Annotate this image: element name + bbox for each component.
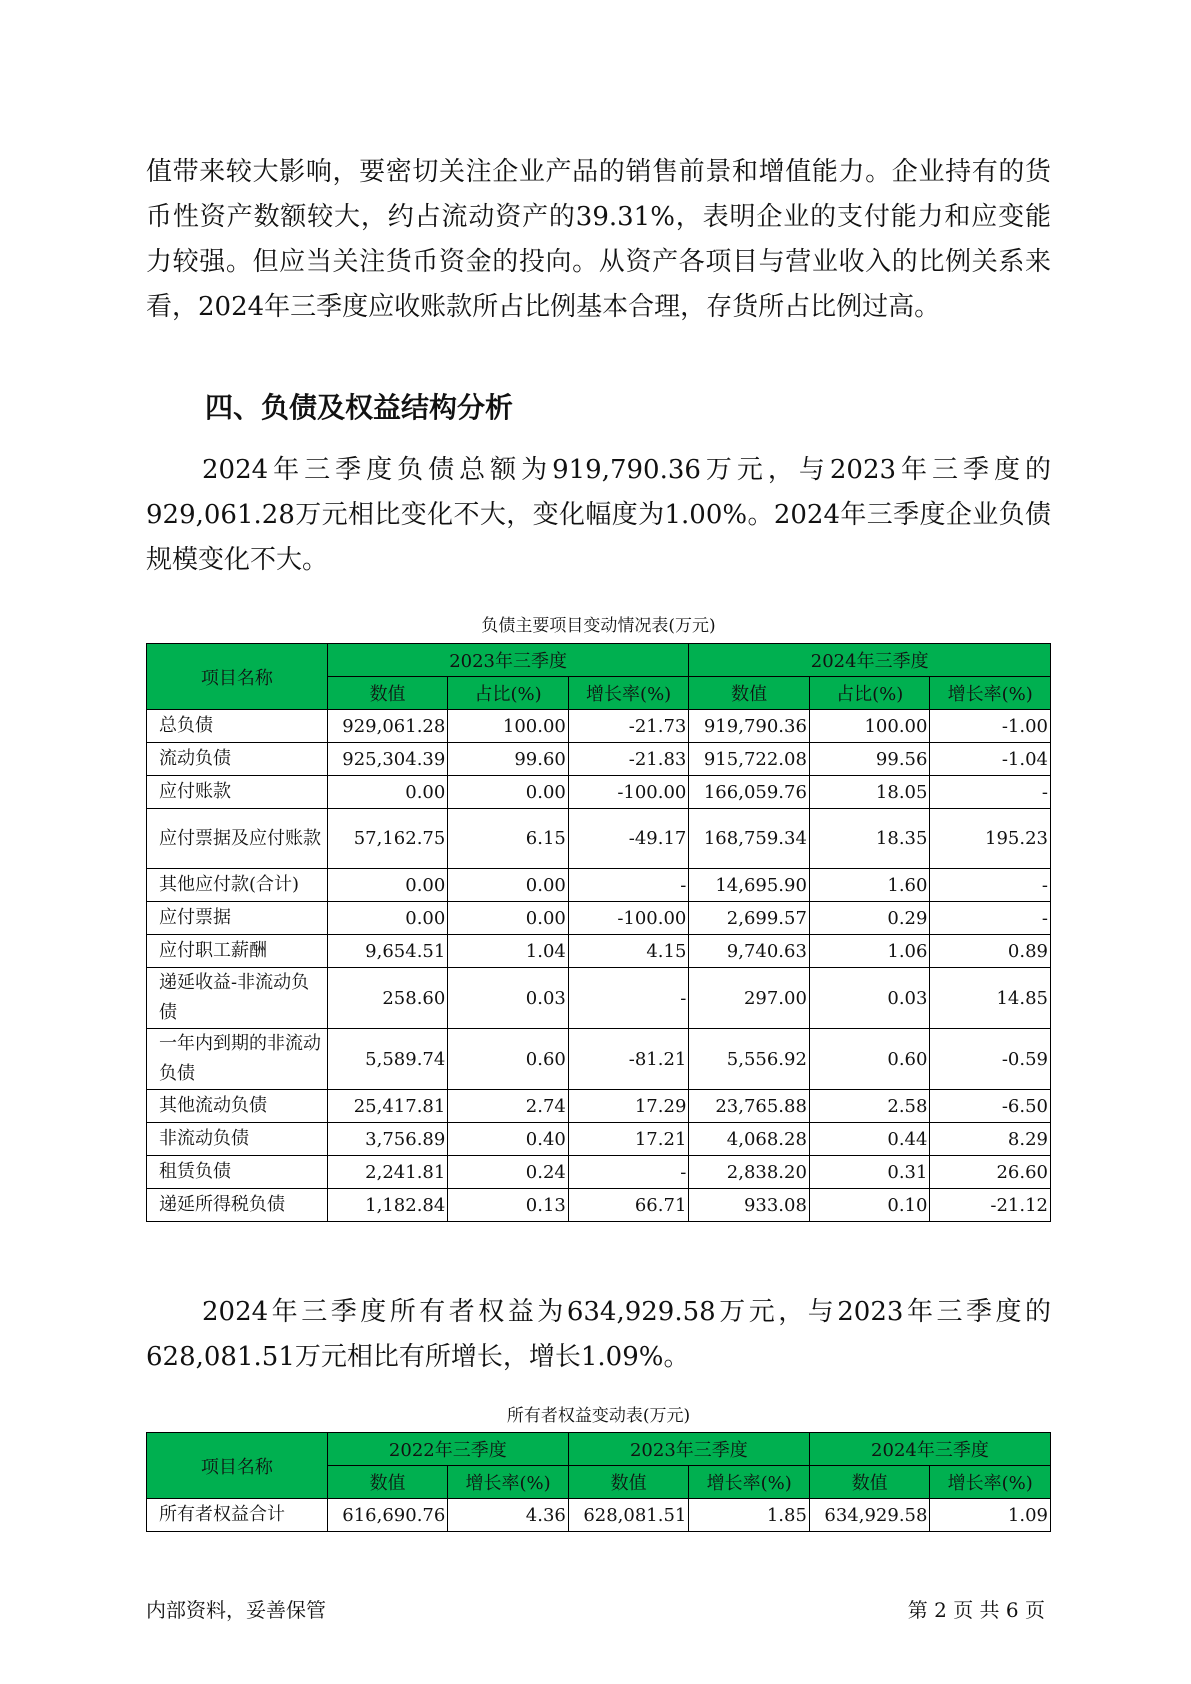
debt-table-row-name: 总负债 [147, 710, 328, 743]
debt-sub-header: 增长率(%) [930, 677, 1051, 710]
debt-table-row [147, 809, 1051, 869]
equity-table-cell: 4.36 [448, 1499, 569, 1532]
debt-table-cell: 18.05 [809, 776, 930, 809]
debt-table-cell: 0.29 [809, 902, 930, 935]
debt-table-row [147, 1189, 1051, 1222]
footer-page-number: 第 2 页 共 6 页 [907, 1598, 1045, 1622]
debt-period-header-2023: 2023年三季度 [327, 644, 689, 677]
equity-period-header-2024: 2024年三季度 [809, 1433, 1050, 1466]
debt-table-row [147, 1156, 1051, 1189]
footer-confidential-note: 内部资料，妥善保管 [146, 1598, 326, 1622]
equity-table-row [147, 1499, 1051, 1532]
debt-table-body [147, 710, 1051, 1222]
equity-table-body [147, 1499, 1051, 1532]
debt-table-cell: 2,838.20 [689, 1156, 810, 1189]
equity-sub-header: 数值 [809, 1466, 930, 1499]
debt-table-cell: 8.29 [930, 1123, 1051, 1156]
equity-table-row-name: 所有者权益合计 [147, 1499, 328, 1532]
debt-table-cell: 933.08 [689, 1189, 810, 1222]
debt-table-cell: -21.12 [930, 1189, 1051, 1222]
debt-table-cell: 166,059.76 [689, 776, 810, 809]
debt-table-cell: 195.23 [930, 809, 1051, 869]
debt-table-cell: 0.60 [448, 1029, 569, 1090]
equity-table-caption: 所有者权益变动表(万元) [506, 1406, 691, 1426]
debt-sub-header: 数值 [689, 677, 810, 710]
debt-table-cell: 929,061.28 [327, 710, 448, 743]
debt-table-row-name: 流动负债 [147, 743, 328, 776]
debt-sub-header: 占比(%) [809, 677, 930, 710]
debt-table-cell: - [568, 869, 689, 902]
debt-name-header: 项目名称 [147, 644, 328, 710]
debt-table-row [147, 710, 1051, 743]
debt-table-cell: 0.00 [327, 776, 448, 809]
debt-table-cell: 6.15 [448, 809, 569, 869]
debt-table-cell: - [930, 776, 1051, 809]
debt-table-cell: - [568, 968, 689, 1029]
debt-table-cell: -21.73 [568, 710, 689, 743]
debt-table-cell: 2,241.81 [327, 1156, 448, 1189]
equity-paragraph: 2024年三季度所有者权益为634,929.58万元，与2023年三季度的628,081.51万元相比有所增长，增长1.09%。 [146, 1297, 1051, 1372]
debt-table-row-name: 其他应付款(合计) [147, 869, 328, 902]
debt-table-cell: 925,304.39 [327, 743, 448, 776]
debt-table-cell: 99.56 [809, 743, 930, 776]
debt-table-cell: 14.85 [930, 968, 1051, 1029]
debt-sub-header: 占比(%) [448, 677, 569, 710]
debt-table-cell: 168,759.34 [689, 809, 810, 869]
equity-table-cell: 1.09 [930, 1499, 1051, 1532]
debt-table-cell: 100.00 [448, 710, 569, 743]
equity-sub-header: 增长率(%) [930, 1466, 1051, 1499]
debt-table-cell: -49.17 [568, 809, 689, 869]
debt-table-cell: -100.00 [568, 902, 689, 935]
debt-table-cell: 1.04 [448, 935, 569, 968]
debt-table-row-name: 其他流动负债 [147, 1090, 328, 1123]
debt-table [146, 643, 1051, 1222]
debt-table-cell: 0.13 [448, 1189, 569, 1222]
debt-table-row-name: 应付票据 [147, 902, 328, 935]
debt-table-row [147, 1123, 1051, 1156]
debt-table-cell: 297.00 [689, 968, 810, 1029]
debt-table-cell: 1.06 [809, 935, 930, 968]
debt-table-cell: 2.74 [448, 1090, 569, 1123]
debt-table-row [147, 935, 1051, 968]
debt-table-row [147, 869, 1051, 902]
debt-table-row-name: 递延收益-非流动负债 [147, 968, 328, 1029]
debt-table-cell: 99.60 [448, 743, 569, 776]
debt-paragraph: 2024年三季度负债总额为919,790.36万元，与2023年三季度的929,061.28万元相比变化不大，变化幅度为1.00%。2024年三季度企业负债规模变化不大。 [146, 455, 1051, 575]
equity-table-cell: 628,081.51 [568, 1499, 689, 1532]
equity-period-header-2023: 2023年三季度 [568, 1433, 809, 1466]
debt-table-row [147, 743, 1051, 776]
debt-table-row-name: 租赁负债 [147, 1156, 328, 1189]
debt-table-cell: 0.31 [809, 1156, 930, 1189]
debt-period-header-2024: 2024年三季度 [689, 644, 1051, 677]
debt-table-cell: -1.04 [930, 743, 1051, 776]
debt-table-cell: 0.89 [930, 935, 1051, 968]
equity-name-header: 项目名称 [147, 1433, 328, 1499]
debt-table-cell: 3,756.89 [327, 1123, 448, 1156]
debt-table-cell: -81.21 [568, 1029, 689, 1090]
debt-sub-header: 数值 [327, 677, 448, 710]
debt-table-cell: 0.00 [327, 869, 448, 902]
debt-table-cell: 100.00 [809, 710, 930, 743]
debt-table-row-name: 应付职工薪酬 [147, 935, 328, 968]
debt-table-cell: -1.00 [930, 710, 1051, 743]
debt-table-cell: 17.29 [568, 1090, 689, 1123]
debt-table-cell: - [930, 902, 1051, 935]
debt-table-cell: 0.40 [448, 1123, 569, 1156]
debt-table-cell: 4,068.28 [689, 1123, 810, 1156]
section-heading: 四、负债及权益结构分析 [205, 391, 514, 424]
debt-table-cell: 23,765.88 [689, 1090, 810, 1123]
debt-table-cell: - [930, 869, 1051, 902]
debt-table-cell: 0.00 [448, 902, 569, 935]
debt-table-cell: 1,182.84 [327, 1189, 448, 1222]
debt-table-cell: 0.10 [809, 1189, 930, 1222]
debt-table-row [147, 1029, 1051, 1090]
debt-table-row [147, 902, 1051, 935]
debt-table-cell: 2,699.57 [689, 902, 810, 935]
debt-table-row [147, 968, 1051, 1029]
debt-table-row-name: 应付票据及应付账款 [147, 809, 328, 869]
debt-table-cell: - [568, 1156, 689, 1189]
debt-table-cell: -6.50 [930, 1090, 1051, 1123]
debt-table-cell: 25,417.81 [327, 1090, 448, 1123]
debt-table-cell: 9,654.51 [327, 935, 448, 968]
debt-table-cell: 0.03 [448, 968, 569, 1029]
debt-table-cell: 919,790.36 [689, 710, 810, 743]
debt-table-cell: 66.71 [568, 1189, 689, 1222]
debt-table-cell: 0.24 [448, 1156, 569, 1189]
debt-table-cell: 26.60 [930, 1156, 1051, 1189]
debt-table-cell: -0.59 [930, 1029, 1051, 1090]
equity-sub-header: 数值 [568, 1466, 689, 1499]
debt-table-cell: 17.21 [568, 1123, 689, 1156]
debt-table-cell: 1.60 [809, 869, 930, 902]
equity-table-cell: 1.85 [689, 1499, 810, 1532]
debt-table-cell: 5,589.74 [327, 1029, 448, 1090]
debt-table-row-name: 一年内到期的非流动负债 [147, 1029, 328, 1090]
debt-table-cell: 18.35 [809, 809, 930, 869]
debt-table-cell: 0.00 [448, 869, 569, 902]
debt-table-cell: 5,556.92 [689, 1029, 810, 1090]
debt-table-caption: 负债主要项目变动情况表(万元) [481, 616, 716, 636]
debt-table-cell: 57,162.75 [327, 809, 448, 869]
debt-table-cell: 4.15 [568, 935, 689, 968]
equity-table-cell: 616,690.76 [327, 1499, 448, 1532]
debt-table-cell: 9,740.63 [689, 935, 810, 968]
debt-table-cell: 2.58 [809, 1090, 930, 1123]
debt-table-cell: -100.00 [568, 776, 689, 809]
debt-sub-header: 增长率(%) [568, 677, 689, 710]
equity-sub-header: 增长率(%) [689, 1466, 810, 1499]
debt-table-row [147, 1090, 1051, 1123]
intro-paragraph: 值带来较大影响，要密切关注企业产品的销售前景和增值能力。企业持有的货币性资产数额较大，约占流动资产的39.31%，表明企业的支付能力和应变能力较强。但应当关注货币资金的投向。从资产各项目与营业收入的比例关系来看，2024年三季度应收账款所占比例基本合理，存货所占比例过高。 [146, 157, 1051, 322]
debt-table-cell: 0.60 [809, 1029, 930, 1090]
debt-table-row-name: 非流动负债 [147, 1123, 328, 1156]
debt-table-cell: 0.00 [327, 902, 448, 935]
debt-table-cell: 0.00 [448, 776, 569, 809]
debt-table-cell: 258.60 [327, 968, 448, 1029]
debt-table-row [147, 776, 1051, 809]
debt-table-cell: 0.44 [809, 1123, 930, 1156]
debt-table-row-name: 应付账款 [147, 776, 328, 809]
equity-table-cell: 634,929.58 [809, 1499, 930, 1532]
debt-table-row-name: 递延所得税负债 [147, 1189, 328, 1222]
equity-sub-header: 增长率(%) [448, 1466, 569, 1499]
equity-sub-header: 数值 [327, 1466, 448, 1499]
debt-table-cell: 14,695.90 [689, 869, 810, 902]
debt-table-cell: -21.83 [568, 743, 689, 776]
debt-table-cell: 915,722.08 [689, 743, 810, 776]
equity-table [146, 1432, 1051, 1532]
equity-period-header-2022: 2022年三季度 [327, 1433, 568, 1466]
debt-table-cell: 0.03 [809, 968, 930, 1029]
